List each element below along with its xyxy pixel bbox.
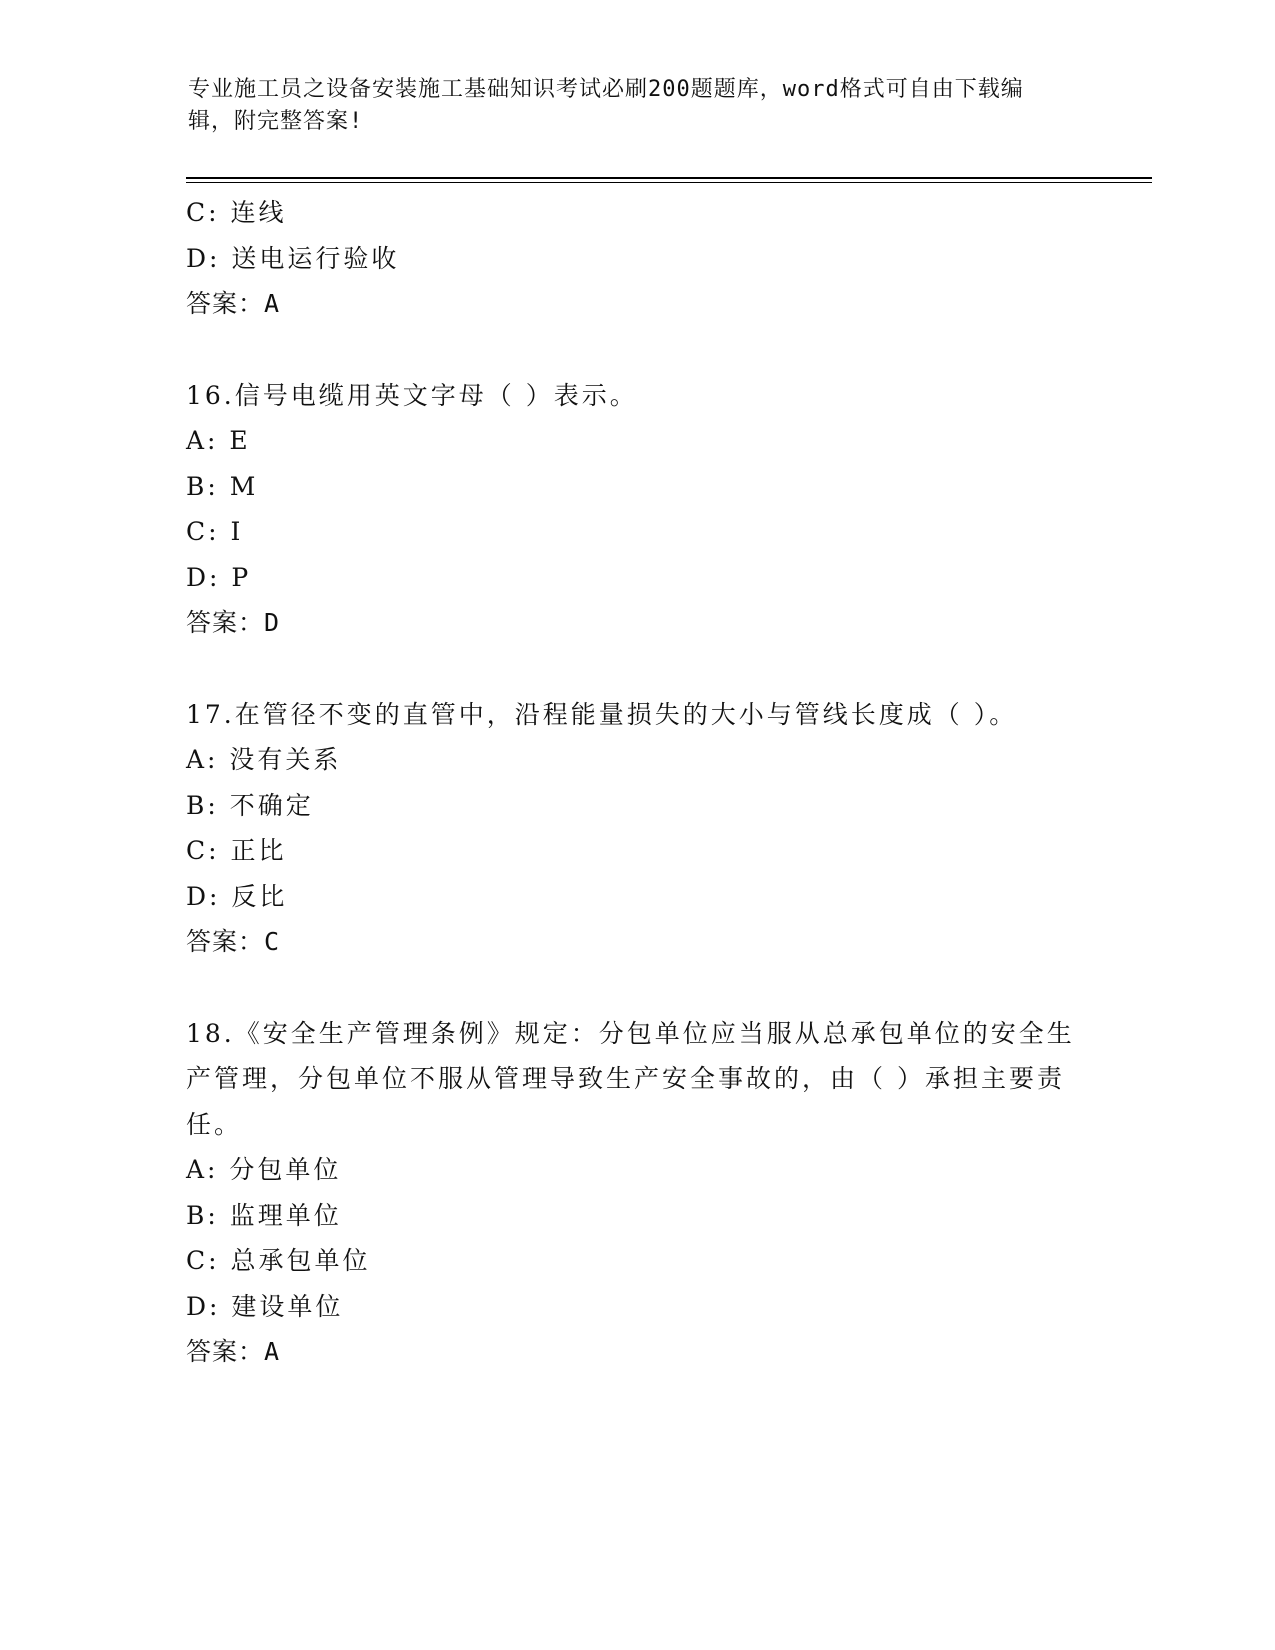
option-a: A: E (186, 426, 251, 455)
answer-line: 答案：C (186, 927, 281, 956)
header-rule-thick (186, 177, 1152, 179)
option-c: C: 总承包单位 (186, 1246, 371, 1275)
option-a: A: 没有关系 (186, 745, 342, 774)
document-header: 专业施工员之设备安装施工基础知识考试必刷200题题库，word格式可自由下载编辑，附完整答案! (188, 77, 1024, 134)
option-c: C: 正比 (186, 836, 287, 865)
question-18-text: 18.《安全生产管理条例》规定：分包单位应当服从总承包单位的安全生产管理，分包单位不服从管理导致生产安全事故的，由（ ）承担主要责任。 (186, 1018, 1075, 1139)
option-b: B: M (186, 471, 259, 501)
option-d: D: 建设单位 (186, 1291, 344, 1321)
answer-line: 答案：A (186, 1337, 281, 1366)
question-17-text: 17.在管径不变的直管中，沿程能量损失的大小与管线长度成（ ）。 (186, 699, 1018, 729)
option-d: D: P (186, 562, 252, 592)
answer-line: 答案：D (186, 608, 281, 637)
question-16-text: 16.信号电缆用英文字母（ ）表示。 (186, 380, 638, 410)
option-c: C: I (186, 517, 244, 546)
option-a: A: 分包单位 (186, 1155, 342, 1184)
option-c: C: 连线 (186, 198, 287, 227)
option-b: B: 监理单位 (186, 1200, 342, 1230)
question-content (186, 190, 1086, 1375)
option-d: D: 送电运行验收 (186, 243, 400, 273)
answer-line: 答案：A (186, 289, 281, 318)
header-rule-thin (186, 182, 1152, 183)
option-b: B: 不确定 (186, 790, 314, 820)
option-d: D: 反比 (186, 881, 288, 911)
